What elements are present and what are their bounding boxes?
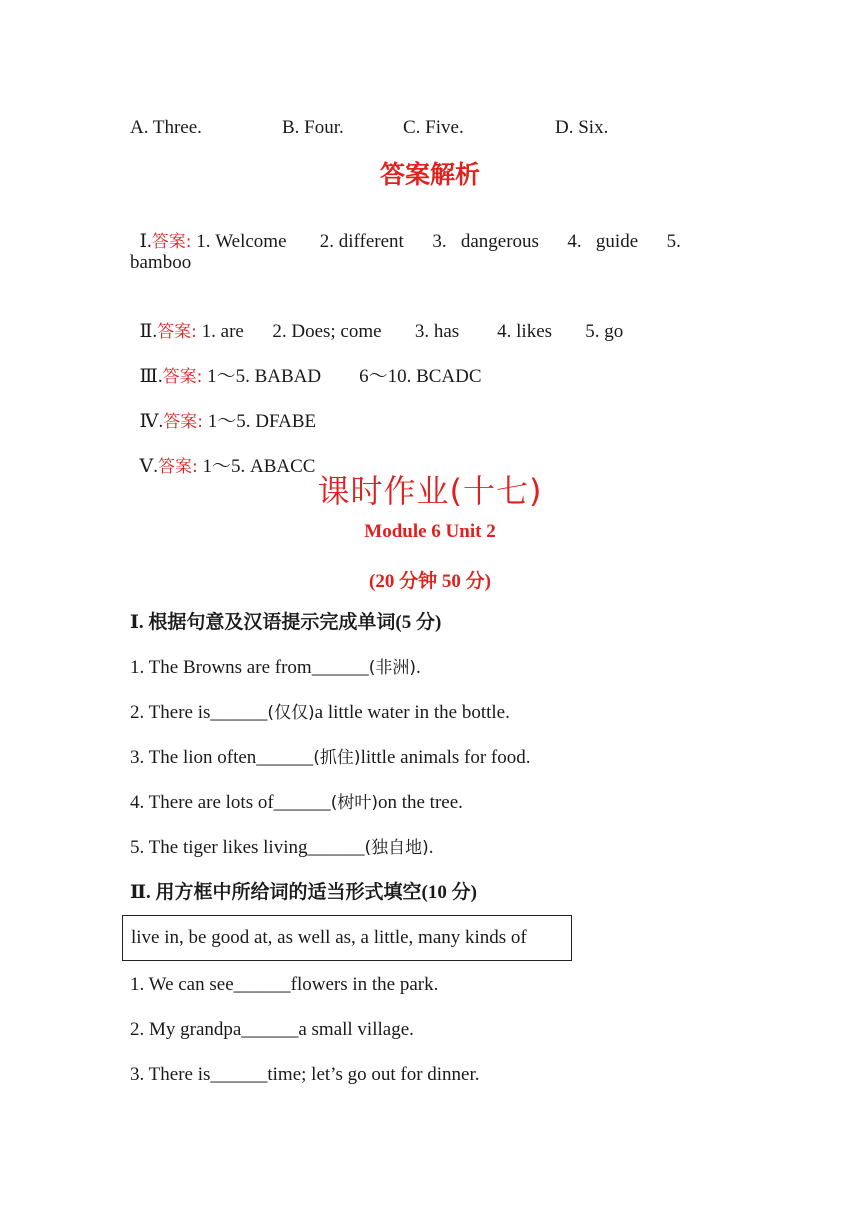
answer-line-2 (130, 296, 623, 344)
answer-label: 答案: (151, 232, 192, 252)
item-text-end: little animals for food. (360, 747, 531, 768)
answers-heading: 答案解析 (379, 160, 480, 189)
section-2-item: 2. My grandpa______a small village. (130, 1019, 414, 1040)
answer-text: 1～5. ABACC (202, 456, 316, 477)
answer-label: 答案: (157, 322, 197, 342)
answer-num: Ⅱ. (139, 321, 158, 342)
answer-label: 答案: (157, 457, 198, 477)
item-text: 5. The tiger likes living______ (130, 837, 365, 858)
item-text: 2. There is______ (130, 702, 268, 723)
answer-line-4 (130, 386, 316, 434)
item-text-end: . (415, 657, 421, 678)
item-text: 4. There are lots of______ (130, 792, 331, 813)
answer-line-1-cont: bamboo (130, 252, 192, 273)
answer-text: 1. are 2. Does; come 3. has 4. likes 5. go (201, 321, 624, 342)
item-hint: (独自地) (364, 838, 429, 858)
item-hint: (抓住) (313, 748, 361, 768)
option-b: B. Four. (282, 117, 344, 138)
section-1-item (130, 746, 530, 770)
answer-text: 1～5. DFABE (207, 411, 317, 432)
section-1-item (130, 701, 510, 725)
section-1-item (130, 791, 463, 815)
item-text-end: a little water in the bottle. (314, 702, 510, 723)
item-text: 3. The lion often______ (130, 747, 314, 768)
item-text-end: on the tree. (377, 792, 463, 813)
item-hint: (非洲) (368, 658, 416, 678)
word-box (122, 915, 572, 961)
answer-label: 答案: (162, 367, 203, 387)
time-score-line: (20 分钟 50 分) (369, 571, 491, 592)
lesson-title: 课时作业(十七) (317, 472, 543, 510)
section-2-item: 3. There is______time; let’s go out for dinner. (130, 1064, 480, 1085)
section-1-item (130, 836, 434, 860)
item-text: 1. The Browns are from______ (130, 657, 369, 678)
answer-text: 1～5. BABAD 6～10. BCADC (207, 366, 482, 387)
word-box-text: live in, be good at, as well as, a little, many kinds of (131, 927, 527, 948)
item-text-end: . (428, 837, 434, 858)
section-1-heading: Ⅰ. 根据句意及汉语提示完成单词(5 分) (130, 612, 442, 633)
item-hint: (树叶) (330, 793, 378, 813)
option-c: C. Five. (403, 117, 464, 138)
option-a: A. Three. (130, 117, 202, 138)
answer-line-3 (130, 341, 482, 389)
answer-line-1 (130, 206, 681, 254)
answer-num: Ⅲ. (139, 366, 163, 387)
section-2-heading: Ⅱ. 用方框中所给词的适当形式填空(10 分) (130, 882, 477, 903)
option-d: D. Six. (555, 117, 609, 138)
item-hint: (仅仅) (267, 703, 315, 723)
answer-num: Ⅳ. (139, 411, 164, 432)
answer-num: Ⅰ. (139, 231, 152, 252)
answer-label: 答案: (163, 412, 203, 432)
module-subtitle: Module 6 Unit 2 (364, 521, 496, 542)
section-2-item: 1. We can see______flowers in the park. (130, 974, 439, 995)
section-1-item (130, 656, 421, 680)
answer-text: 1. Welcome 2. different 3. dangerous 4. guide 5. (196, 231, 681, 252)
answer-num: Ⅴ. (139, 456, 158, 477)
